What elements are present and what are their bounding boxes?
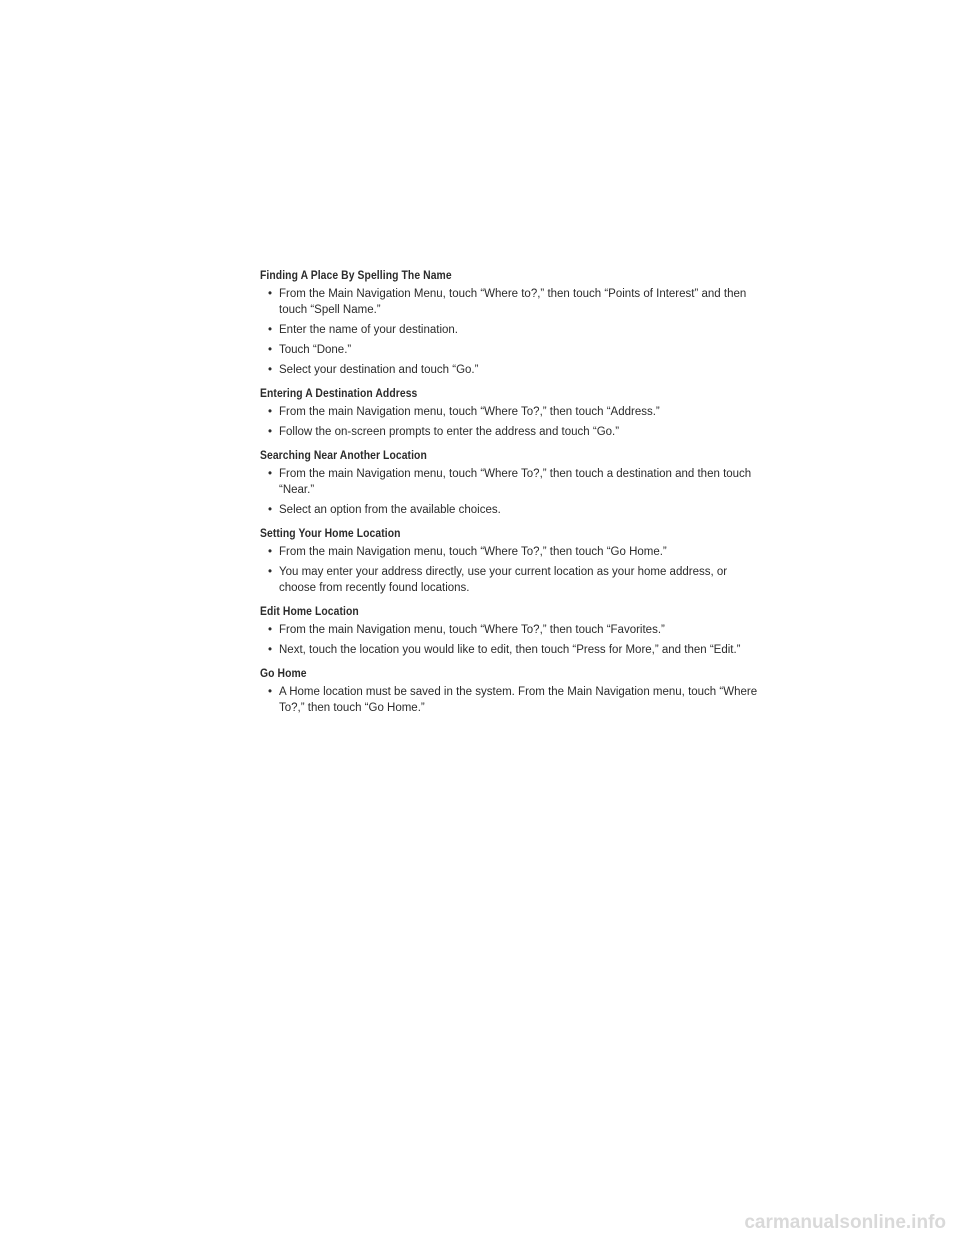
section-heading: Searching Near Another Location bbox=[260, 450, 427, 462]
bullet-text: From the main Navigation menu, touch “Where To?,” then touch “Favorites.” bbox=[279, 624, 665, 636]
bullet-icon: • bbox=[268, 624, 273, 636]
bullet-icon: • bbox=[268, 546, 273, 558]
bullet-icon: • bbox=[268, 288, 273, 300]
bullet-icon: • bbox=[268, 566, 273, 578]
bullet-icon: • bbox=[268, 504, 273, 516]
section-heading: Finding A Place By Spelling The Name bbox=[260, 270, 452, 282]
bullet-icon: • bbox=[268, 406, 273, 418]
list-item bbox=[260, 424, 760, 440]
list-item bbox=[260, 466, 760, 498]
list-item bbox=[260, 684, 760, 716]
section-spell-name bbox=[260, 268, 760, 378]
section-heading: Setting Your Home Location bbox=[260, 528, 401, 540]
list-item bbox=[260, 564, 760, 596]
bullet-text: Next, touch the location you would like to edit, then touch “Press for More,” and then “Edit.” bbox=[279, 644, 741, 656]
bullet-text: Select an option from the available choices. bbox=[279, 504, 501, 516]
list-item bbox=[260, 286, 760, 318]
bullet-icon: • bbox=[268, 468, 273, 480]
bullet-list bbox=[260, 466, 760, 518]
bullet-list bbox=[260, 404, 760, 440]
list-item bbox=[260, 362, 760, 378]
bullet-text: From the main Navigation menu, touch “Where To?,” then touch “Go Home.” bbox=[279, 546, 667, 558]
section-search-near bbox=[260, 448, 760, 518]
bullet-text: You may enter your address directly, use your current location as your home address, or choose from recently found locations. bbox=[279, 566, 728, 594]
list-item bbox=[260, 544, 760, 560]
bullet-list bbox=[260, 544, 760, 596]
bullet-text: From the main Navigation menu, touch “Where To?,” then touch a destination and then touch “Near.” bbox=[279, 468, 752, 496]
watermark-text: carmanualsonline.info bbox=[744, 1212, 946, 1233]
bullet-icon: • bbox=[268, 324, 273, 336]
list-item bbox=[260, 342, 760, 358]
bullet-icon: • bbox=[268, 644, 273, 656]
list-item bbox=[260, 622, 760, 638]
list-item bbox=[260, 502, 760, 518]
section-home-location bbox=[260, 526, 760, 596]
bullet-icon: • bbox=[268, 344, 273, 356]
section-go-home bbox=[260, 666, 760, 716]
bullet-icon: • bbox=[268, 686, 273, 698]
section-destination-address bbox=[260, 386, 760, 440]
bullet-text: A Home location must be saved in the system. From the Main Navigation menu, touch “Where To?,” then touch “Go Home.” bbox=[279, 686, 758, 714]
bullet-list bbox=[260, 684, 760, 716]
bullet-text: Follow the on-screen prompts to enter the address and touch “Go.” bbox=[279, 426, 620, 438]
list-item bbox=[260, 642, 760, 658]
section-edit-home bbox=[260, 604, 760, 658]
bullet-text: From the main Navigation menu, touch “Where To?,” then touch “Address.” bbox=[279, 406, 660, 418]
bullet-text: Enter the name of your destination. bbox=[279, 324, 458, 336]
bullet-icon: • bbox=[268, 426, 273, 438]
bullet-list bbox=[260, 622, 760, 658]
section-heading: Entering A Destination Address bbox=[260, 388, 418, 400]
bullet-text: Touch “Done.” bbox=[279, 344, 352, 356]
list-item bbox=[260, 322, 760, 338]
section-heading: Edit Home Location bbox=[260, 606, 359, 618]
bullet-list bbox=[260, 286, 760, 378]
bullet-text: Select your destination and touch “Go.” bbox=[279, 364, 479, 376]
section-heading: Go Home bbox=[260, 668, 307, 680]
list-item bbox=[260, 404, 760, 420]
manual-content bbox=[260, 268, 760, 724]
bullet-text: From the Main Navigation Menu, touch “Where to?,” then touch “Points of Interest” and then touch “Spell Name.” bbox=[279, 288, 747, 316]
bullet-icon: • bbox=[268, 364, 273, 376]
